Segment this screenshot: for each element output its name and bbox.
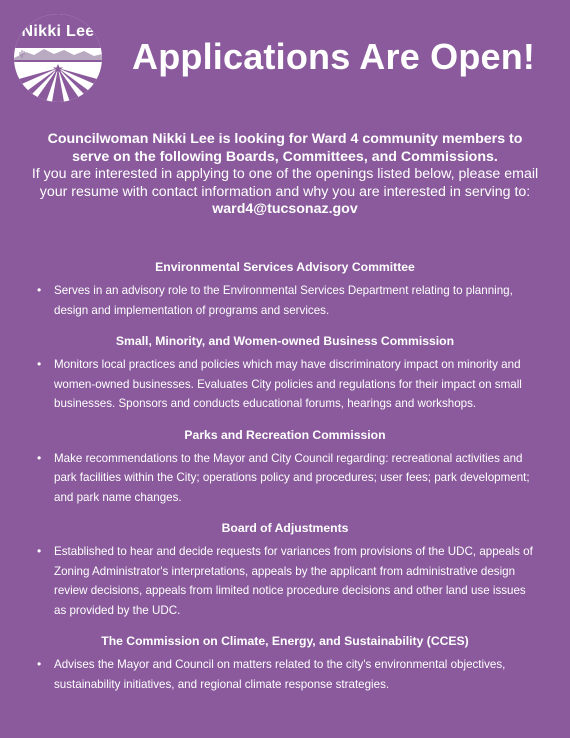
section-title: Board of Adjustments: [221, 521, 349, 535]
section-title: Environmental Services Advisory Committee: [155, 260, 415, 274]
board-section: [0, 426, 570, 508]
board-section: [0, 258, 570, 320]
section-description: • Make recommendations to the Mayor and City Council regarding: recreational activities and park facilities within the City; operations policy and procedures; user fees; park development; and park name changes.: [0, 449, 570, 508]
section-description: • Serves in an advisory role to the Environmental Services Department relating to planning, design and implementation of programs and services.: [0, 281, 570, 320]
board-section: [0, 332, 570, 414]
intro-text: If you are interested in applying to one of the openings listed below, please email your resume with contact information and why you are interested in serving to:: [31, 166, 539, 200]
contact-email[interactable]: ward4@tucsonaz.gov: [212, 201, 358, 218]
intro-bold-line: Councilwoman Nikki Lee is looking for Ward 4 community members to serve on the following Boards, Committees, and Commissions.: [47, 131, 523, 165]
nikki-lee-logo: [14, 14, 102, 102]
intro-paragraph: [30, 131, 540, 219]
section-bullets: [0, 655, 570, 694]
intro-instructions: [30, 166, 540, 219]
board-list: [0, 258, 570, 706]
section-description: • Monitors local practices and policies which may have discriminatory impact on minority and women-owned businesses. Evaluates City policies and regulations for their impact on small businesses. Sponsors and conducts educational forums, hearings and workshops.: [0, 355, 570, 414]
board-section: [0, 632, 570, 694]
section-bullets: [0, 281, 570, 320]
section-bullets: [0, 449, 570, 508]
sunrise-mountain-icon: [14, 46, 102, 102]
logo-name: Nikki Lee: [21, 23, 95, 40]
section-title: Small, Minority, and Women-owned Business Commission: [115, 334, 455, 348]
page-headline: Applications Are Open!: [132, 36, 536, 77]
section-bullets: [0, 355, 570, 414]
section-bullets: [0, 542, 570, 620]
section-title: The Commission on Climate, Energy, and Sustainability (CCES): [101, 634, 469, 648]
section-description: • Established to hear and decide requests for variances from provisions of the UDC, appeals of Zoning Administrator's interpretations, appeals by the applicant from administrative design review decisions, appeals from limited notice procedure decisions and other land use issues as provided by the UDC.: [0, 542, 570, 620]
section-description: • Advises the Mayor and Council on matters related to the city's environmental objectives, sustainability initiatives, and regional climate response strategies.: [0, 655, 570, 694]
board-section: [0, 519, 570, 620]
section-title: Parks and Recreation Commission: [184, 427, 386, 442]
